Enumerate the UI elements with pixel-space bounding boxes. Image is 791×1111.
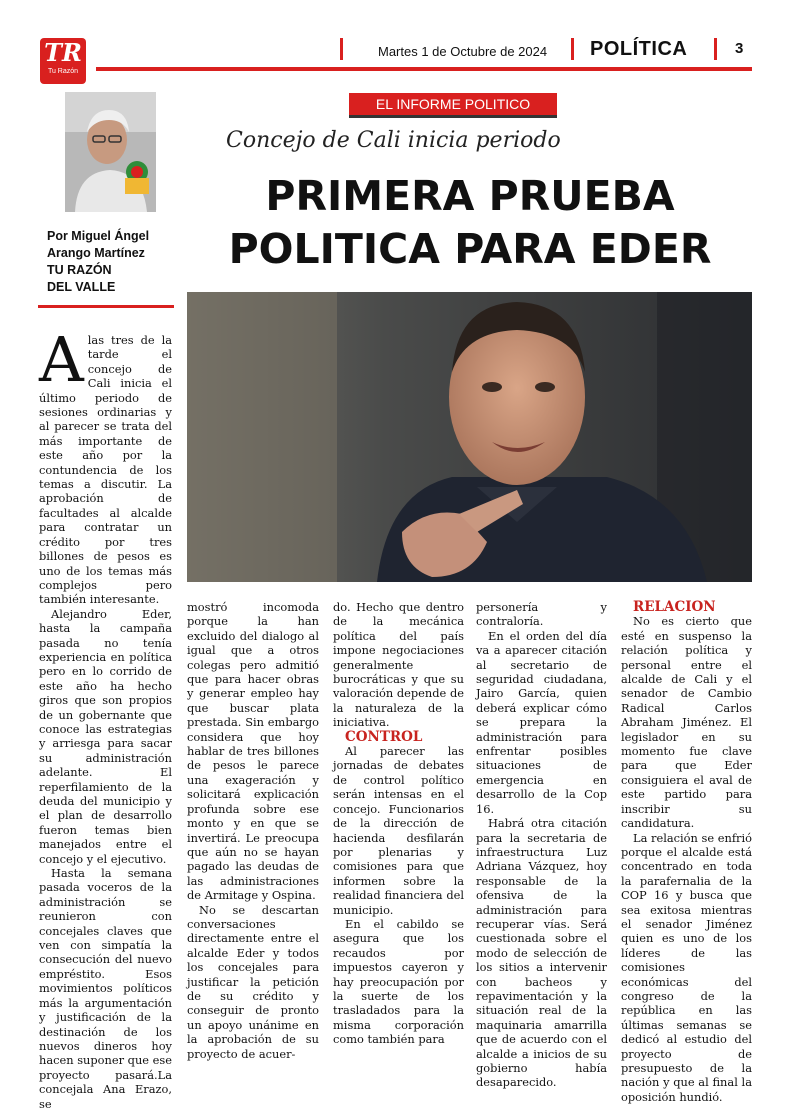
header-divider-1 — [340, 38, 343, 60]
paragraph: En el cabildo se asegura que los recaudos por impuestos cayeron y hay preocupación por la suerte de los trasladados para la misma corporación como también para — [333, 916, 464, 1047]
byline-line-2: Arango Martínez — [47, 246, 145, 260]
headline-line-1: PRIMERA PRUEBA — [265, 172, 675, 220]
kicker-banner: EL INFORME POLITICO — [349, 93, 557, 118]
article-headline — [200, 170, 740, 276]
paragraph: Habrá otra citación para la secretaria de infraestructura Luz Adriana Vázquez, hoy responsable de la ofensiva de la administración para recuperar vías. Será cuestionada sobre el modo de selección de los sitios a intervenir con bacheos y repavimentación y la situación real de la maquinaria amarrilla que de acuerdo con el alcalde a inicios de su gobierno había desaparecido. — [476, 816, 607, 1090]
column-4 — [476, 600, 607, 1090]
column-2 — [187, 600, 319, 1061]
page-number: 3 — [735, 40, 744, 57]
column-5 — [621, 600, 752, 1104]
header-divider-3 — [714, 38, 717, 60]
header-rule — [96, 67, 752, 71]
issue-date: Martes 1 de Octubre de 2024 — [378, 44, 548, 59]
byline-line-3: TU RAZÓN — [47, 263, 112, 277]
column-3 — [333, 600, 464, 1047]
paragraph: Alejandro Eder, hasta la campaña pasada no tenía experiencia en política pero en lo corrido de este año ha hecho giros que son propios de un gobernante que conoce las estrategias y arriesga para sacar su administración adelante. El reperfilamiento de la deuda del municipio y el plan de desarrollo fueron temas bien manejados entre el concejo y el ejecutivo. — [39, 606, 172, 866]
subhead-control: CONTROL — [345, 728, 423, 745]
article-subtitle: Concejo de Cali inicia periodo — [226, 128, 561, 153]
paragraph: mostró incomoda porque la han excluido del dialogo al igual que a otros colegas pero admitió que para hacer obras y generar empleo hay que buscar plata prestada. Sin embargo considera que hoy hablar de tres billones de pesos le parece una exageración y solicitará explicación profunda sobre ese monto y en que se invertirá. Le preocupa que aún no se hayan pagado las deudas de las administraciones de Armitage y Ospina. — [187, 600, 319, 903]
author-photo — [65, 92, 156, 212]
paragraph: En el orden del día va a aparecer citación al secretario de seguridad ciudadana, Jairo García, quien deberá explicar cómo se prepara la administración para enfrentar posibles situaciones de emergencia en desarrollo de la Cop 16. — [476, 628, 607, 816]
drop-cap: A — [39, 323, 84, 396]
byline-line-1: Por Miguel Ángel — [47, 229, 150, 243]
byline-line-4: DEL VALLE — [47, 280, 116, 294]
logo-text: TR — [44, 38, 82, 67]
paragraph: No es cierto que esté en suspenso la relación política y personal entre el alcalde de Cali y el senador de Cambio Radical Carlos Abraham Jiménez. El legislador en su momento fue clave para que Eder consiguiera el aval de este partido para inscribir su candidatura. — [621, 614, 752, 831]
section-name: POLÍTICA — [590, 38, 688, 60]
paragraph: Al parecer las jornadas de debates de control político serán intensas en el concejo. Funcionarios de la dirección de hacienda desfilarán por plenarias y comisiones para que informen sobre la realidad financiera del municipio. — [333, 744, 464, 917]
main-photo — [187, 292, 752, 582]
paragraph: personería y contraloría. — [476, 600, 607, 629]
paragraph: Alas tres de la tarde el concejo de Cali inicia el último periodo de sesiones ordinarias y al parecer se trata del más importante de este año por la contundencia de los temas a discutir. La aprobación de facultades al alcalde para contratar un crédito por tres billones de pesos es uno de los temas más complejos pero también interesante. — [39, 323, 172, 607]
logo-subtext: Tu Razón — [47, 68, 79, 75]
header-divider-2 — [571, 38, 574, 60]
subhead-relacion: RELACION — [633, 599, 716, 615]
column-1 — [39, 323, 172, 1111]
headline-line-2: POLITICA PARA EDER — [228, 225, 712, 273]
paragraph: Hasta la semana pasada voceros de la administración se reunieron con concejales claves que ven con simpatía la consecución del nuevo empréstito. Esos movimientos políticos más la argumentación y justificación de la destinación de los nuevos dineros hoy hacen suponer que ese proyecto pasará.La concejala Ana Erazo, se — [39, 866, 172, 1111]
byline-rule — [38, 305, 174, 308]
paragraph: do. Hecho que dentro de la mecánica política del país impone negociaciones generalmente burocráticas y que su valoración depende de la naturaleza de la iniciativa. — [333, 600, 464, 730]
author-byline — [47, 228, 177, 296]
paragraph: No se descartan conversaciones directamente entre el alcalde Eder y todos los concejales para justificar la petición de su crédito y conseguir de pronto un apoyo unánime en la aprobación de su proyecto de acuer- — [187, 902, 319, 1061]
tu-razon-logo — [40, 38, 86, 84]
paragraph: La relación se enfrió porque el alcalde está concentrado en toda la parafernalia de la COP 16 y busca que sea exitosa mientras el senador Jiménez quien es uno de los líderes de las comisiones económicas del congreso de la república en las últimas semanas se dedicó al estudio del proyecto de presupuesto de la nación y que al final la oposición hundió. — [621, 830, 752, 1104]
